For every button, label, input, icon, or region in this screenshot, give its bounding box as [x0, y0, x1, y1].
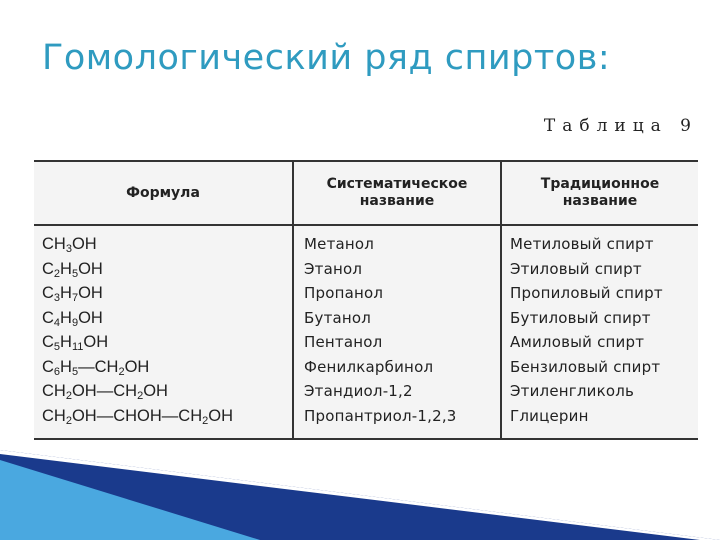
systematic-name-cell: Этанол — [304, 259, 363, 278]
alcohol-table — [34, 160, 698, 440]
traditional-name-cell: Метиловый спирт — [510, 235, 654, 253]
systematic-name-cell: Этандиол-1,2 — [304, 382, 413, 400]
formula-cell: $CH_2OH—CH_2OH$ — [42, 382, 168, 402]
formula-cell: $C_4H_9OH$ — [42, 308, 103, 329]
header-systematic-name: Систематическое название — [326, 176, 468, 209]
traditional-name-cell: Амиловый спирт — [510, 333, 645, 351]
formula-cell: $CH_3OH$ — [42, 235, 97, 255]
systematic-name-cell: Пентанол — [304, 333, 383, 351]
formula-cell: $CH_2OH—CHOH—CH_2OH$ — [42, 406, 234, 427]
traditional-name-cell: Пропиловый спирт — [510, 284, 663, 302]
systematic-name-cell: Бутанол — [304, 308, 372, 327]
traditional-name-cell: Бензиловый спирт — [510, 357, 661, 376]
systematic-name-cell: Пропанол — [304, 284, 384, 302]
header-formula: Формула — [126, 184, 200, 201]
systematic-name-cell: Пропантриол-1,2,3 — [304, 406, 457, 425]
systematic-name-cell: Фенилкарбинол — [304, 357, 434, 376]
formula-cell: $C_6H_5—CH_2OH$ — [42, 357, 150, 378]
formula-column — [42, 232, 233, 428]
systematic-name-column — [304, 232, 457, 428]
header-traditional-name: Традиционное название — [540, 176, 660, 209]
traditional-name-cell: Этиленгликоль — [510, 382, 635, 400]
formula-cell: $C_5H_{11}OH$ — [42, 333, 109, 353]
systematic-name-cell: Метанол — [304, 235, 375, 253]
traditional-name-cell: Этиловый спирт — [510, 259, 642, 278]
formula-cell: $C_3H_7OH$ — [42, 284, 103, 304]
traditional-name-cell: Глицерин — [510, 406, 589, 425]
traditional-name-column — [510, 232, 663, 428]
formula-cell: $C_2H_5OH$ — [42, 259, 103, 280]
slide-title: Гомологический ряд спиртов: — [42, 38, 611, 78]
traditional-name-cell: Бутиловый спирт — [510, 308, 651, 327]
table-caption: Таблица 9 — [543, 116, 698, 136]
corner-decoration — [0, 450, 720, 540]
